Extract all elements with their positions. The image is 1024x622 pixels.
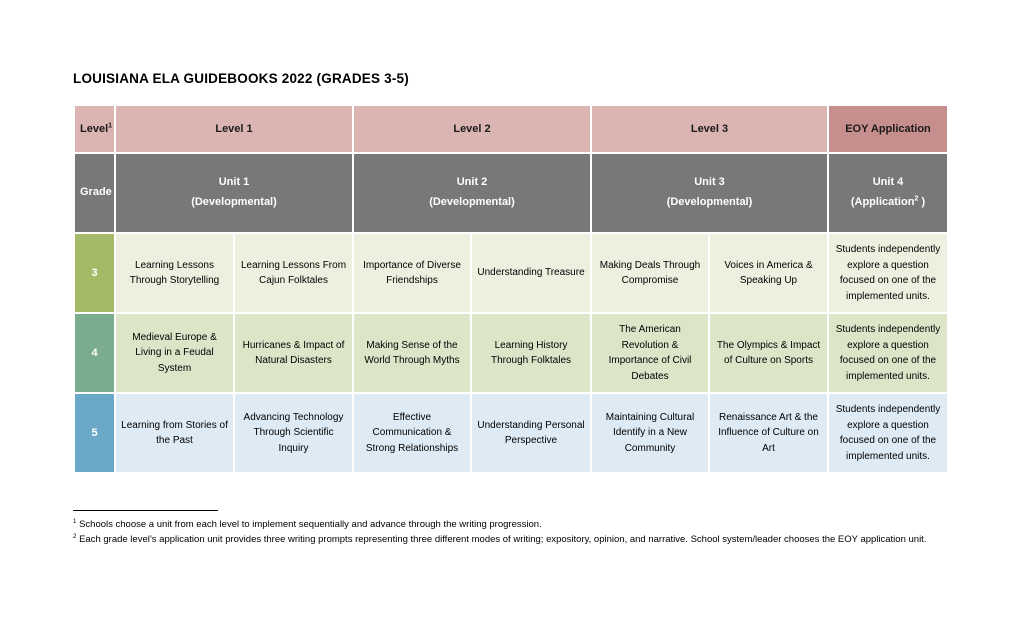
- level-2-header: Level 2: [353, 105, 591, 153]
- unit-2-type: (Developmental): [429, 196, 515, 208]
- unit-cell: Learning History Through Folktales: [471, 313, 591, 393]
- unit-4-header: [828, 153, 948, 233]
- level-corner-footnote-ref: 1: [108, 121, 113, 130]
- footnotes-section: [73, 510, 1013, 549]
- level-3-header: Level 3: [591, 105, 828, 153]
- unit-3-title: Unit 3: [694, 176, 725, 189]
- grade-5-row: [74, 393, 948, 473]
- guidebooks-table: [73, 104, 949, 474]
- eoy-cell: Students independently explore a question focused on one of the implemented units.: [828, 233, 948, 313]
- grade-4-row: [74, 313, 948, 393]
- unit-cell: Making Deals Through Compromise: [591, 233, 709, 313]
- unit-cell: The Olympics & Impact of Culture on Sports: [709, 313, 828, 393]
- unit-cell: Learning Lessons Through Storytelling: [115, 233, 234, 313]
- eoy-cell: Students independently explore a question focused on one of the implemented units.: [828, 393, 948, 473]
- footnote-1-text: Schools choose a unit from each level to implement sequentially and advance through the writing progression.: [79, 519, 542, 530]
- unit-1-title: Unit 1: [218, 176, 250, 189]
- unit-cell: Medieval Europe & Living in a Feudal System: [115, 313, 234, 393]
- unit-1-type: (Developmental): [191, 196, 277, 208]
- grade-corner-cell: Grade: [74, 153, 115, 233]
- page-title: LOUISIANA ELA GUIDEBOOKS 2022 (GRADES 3-5): [73, 71, 409, 86]
- footnote-2-text: Each grade level’s application unit provides three writing prompts representing three different modes of writing; expository, opinion, and narrative. School system/leader chooses the EOY application unit.: [79, 534, 927, 546]
- unit-header-row: [74, 153, 948, 233]
- footnote-1-ref: 1: [73, 517, 77, 525]
- unit-cell: Effective Communication & Strong Relationships: [353, 393, 471, 473]
- unit-3-header: [591, 153, 828, 233]
- unit-2-header: [353, 153, 591, 233]
- level-header-row: [74, 105, 948, 153]
- grade-5-cell: 5: [74, 393, 115, 473]
- footnote-2-ref: 2: [73, 533, 77, 541]
- unit-cell: Making Sense of the World Through Myths: [353, 313, 471, 393]
- unit-1-header: [115, 153, 353, 233]
- unit-4-title: Unit 4: [872, 176, 904, 189]
- unit-cell: Maintaining Cultural Identify in a New Community: [591, 393, 709, 473]
- unit-cell: Learning Lessons From Cajun Folktales: [234, 233, 353, 313]
- unit-2-title: Unit 2: [456, 176, 488, 189]
- unit-4-type-close: ): [918, 196, 926, 208]
- grade-3-cell: 3: [74, 233, 115, 313]
- unit-cell: Importance of Diverse Friendships: [353, 233, 471, 313]
- unit-4-type: [834, 193, 942, 213]
- unit-4-type-text: (Application: [850, 196, 915, 208]
- footnote-divider: [73, 510, 218, 511]
- unit-4-footnote-ref: 2: [914, 194, 919, 203]
- level-corner-cell: [74, 105, 115, 153]
- unit-cell: Voices in America & Speaking Up: [709, 233, 828, 313]
- unit-cell: Understanding Personal Perspective: [471, 393, 591, 473]
- unit-cell: Renaissance Art & the Influence of Culture on Art: [709, 393, 828, 473]
- unit-cell: The American Revolution & Importance of Civil Debates: [591, 313, 709, 393]
- unit-cell: Hurricanes & Impact of Natural Disasters: [234, 313, 353, 393]
- level-corner-label: Level: [80, 123, 109, 135]
- grade-3-row: [74, 233, 948, 313]
- unit-cell: Learning from Stories of the Past: [115, 393, 234, 473]
- eoy-application-header: EOY Application: [828, 105, 948, 153]
- level-1-header: Level 1: [115, 105, 353, 153]
- grade-4-cell: 4: [74, 313, 115, 393]
- footnote-1: [73, 518, 1013, 531]
- unit-cell: Advancing Technology Through Scientific Inquiry: [234, 393, 353, 473]
- unit-3-type: (Developmental): [666, 196, 753, 208]
- unit-cell: Understanding Treasure: [471, 233, 591, 313]
- footnote-2: [73, 533, 1013, 546]
- eoy-cell: Students independently explore a question focused on one of the implemented units.: [828, 313, 948, 393]
